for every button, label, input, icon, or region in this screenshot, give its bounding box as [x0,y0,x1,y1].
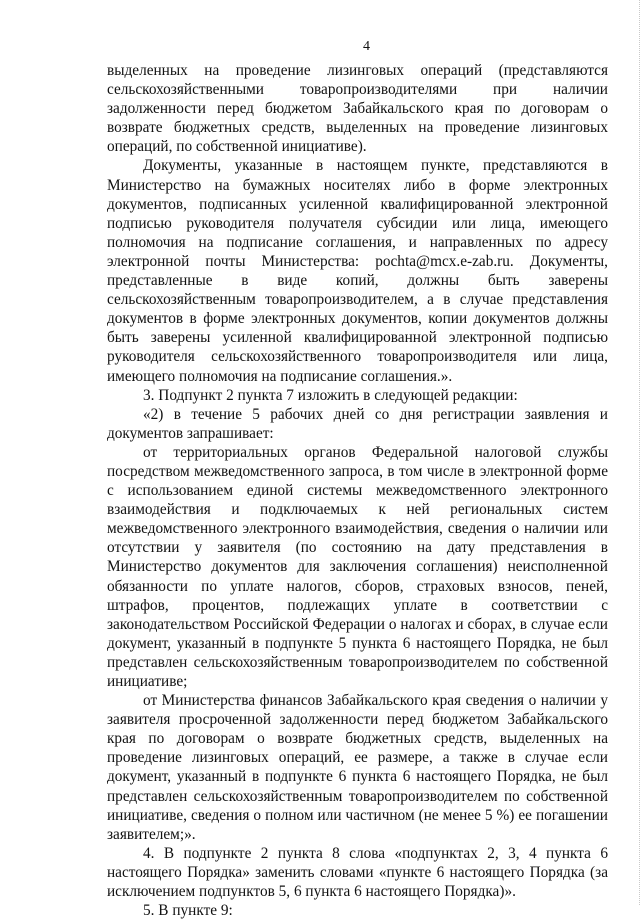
paragraph-ministry-finance: от Министерства финансов Забайкальского края сведения о наличии у заявителя просроченной задолженности перед бюджетом Забайкальского края по договорам о возврате бюджетных средств, выделенных на проведение лизинговых операций, ее размере, а также в случае если документ, указанный в подпункте 6 пункта 6 настоящего Порядка, не был представлен сельскохозяйственным товаропроизводителем по собственной инициативе, сведения о полном или частичном (не менее 5 %) ее погашении заявителем;». [107,692,608,843]
page-number: 4 [363,39,370,54]
paragraph-tax-service: от территориальных органов Федеральной налоговой службы посредством межведомственного запроса, в том числе в электронной форме с использованием единой системы межведомственного электронного взаимодействия и подключаемых к ней региональных систем межведомственного электронного взаимодействия, сведения о наличии или отсутствии у заявителя (по состоянию на дату представления в Министерство документов для заключения соглашения) неисполненной обязанности по уплате налогов, сборов, страховых взносов, пеней, штрафов, процентов, подлежащих уплате в соответствии с законодательством Российской Федерации о налогах и сборах, в случае если документ, указанный в подпункте 5 пункта 6 настоящего Порядка, не был представлен сельскохозяйственным товаропроизводителем по собственной инициативе; [107,443,608,690]
paragraph-continuation: выделенных на проведение лизинговых операций (представляются сельскохозяйственными товаропроизводителями при наличии задолженности перед бюджетом Забайкальского края по договорам о возврате бюджетных средств, выделенных на проведение лизинговых операций, по собственной инициативе). [107,62,608,156]
paragraph-item-4: 4. В подпункте 2 пункта 8 слова «подпунктах 2, 3, 4 пункта 6 настоящего Порядка» заменить словами «пункте 6 настоящего Порядка (за исключением подпунктов 5, 6 пункта 6 настоящего Порядка)». [107,844,608,901]
scan-edge [633,0,640,905]
paragraph-subitem-2: «2) в течение 5 рабочих дней со дня регистрации заявления и документов запрашивает: [107,405,608,442]
paragraph-item-5: 5. В пункте 9: [143,902,233,920]
paragraph-documents: Документы, указанные в настоящем пункте, представляются в Министерство на бумажных носителях либо в форме электронных документов, подписанных усиленной квалифицированной электронной подписью руководителя получателя субсидии или лица, имеющего полномочия на подписание соглашения, и направленных по адресу электронной почты Министерства: pochta@mcx.e-zab.ru. Документы, представленные в виде копий, должны быть заверены сельскохозяйственным товаропроизводителем, а в случае представления документов в форме электронных документов, копии документов должны быть заверены усиленной квалифицированной электронной подписью руководителя сельскохозяйственного товаропроизводителя или лица, имеющего полномочия на подписание соглашения.». [107,157,608,385]
paragraph-item-3: 3. Подпункт 2 пункта 7 изложить в следующей редакции: [143,386,518,404]
